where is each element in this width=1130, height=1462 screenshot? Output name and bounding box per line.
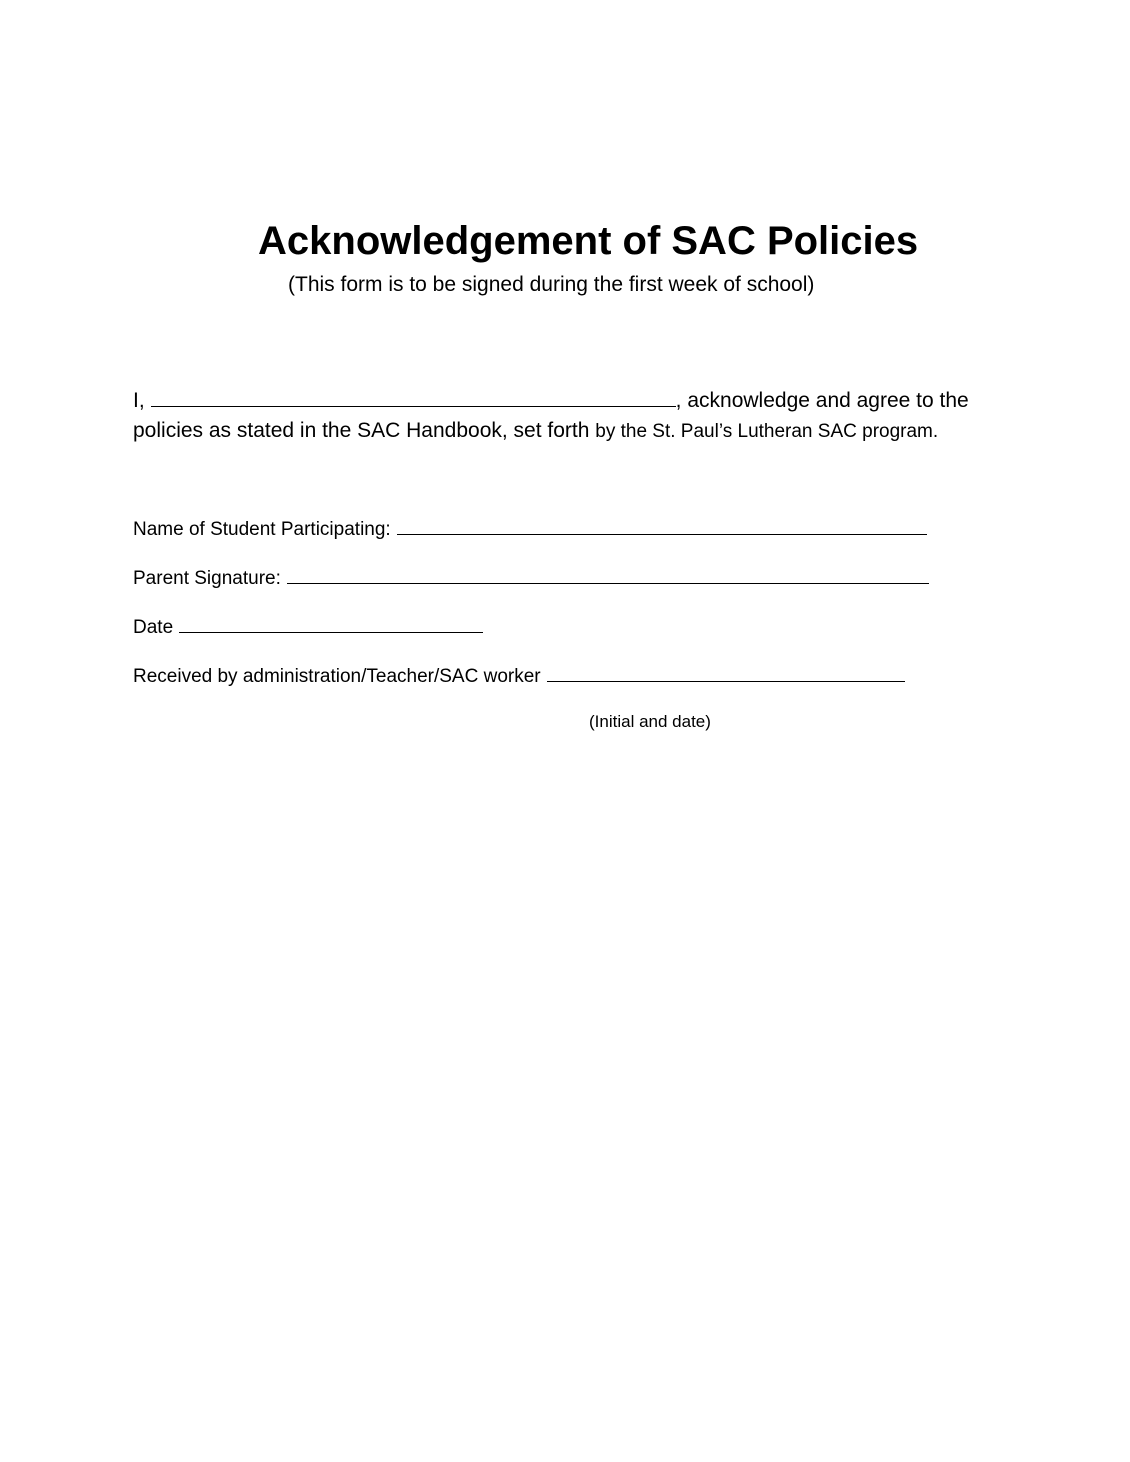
parent-signature-blank[interactable] <box>287 565 929 584</box>
date-field <box>133 614 483 640</box>
acknowledgement-line-2-main: policies as stated in the SAC Handbook, set forth <box>133 419 596 442</box>
student-name-field <box>133 516 927 542</box>
acknowledgement-line-2-small: by the St. Paul’s Lutheran SAC program. <box>595 421 939 442</box>
document-title: Acknowledgement of SAC Policies <box>258 219 919 263</box>
document-subtitle: (This form is to be signed during the first week of school) <box>288 273 815 296</box>
received-by-blank[interactable] <box>547 663 905 682</box>
parent-signature-field <box>133 565 929 591</box>
initial-and-date-note: (Initial and date) <box>589 712 711 731</box>
acknowledger-name-blank[interactable] <box>151 388 676 407</box>
received-by-field <box>133 663 905 689</box>
parent-signature-label: Parent Signature: <box>133 568 281 589</box>
date-label: Date <box>133 617 174 638</box>
received-by-label: Received by administration/Teacher/SAC worker <box>133 666 541 687</box>
student-name-label: Name of Student Participating: <box>133 519 391 540</box>
student-name-blank[interactable] <box>397 516 927 535</box>
acknowledgement-suffix: , acknowledge and agree to the <box>675 389 969 412</box>
acknowledgement-line-2 <box>133 418 938 445</box>
date-blank[interactable] <box>179 614 483 633</box>
acknowledgement-line-1 <box>133 388 969 414</box>
acknowledgement-prefix: I, <box>133 389 145 412</box>
